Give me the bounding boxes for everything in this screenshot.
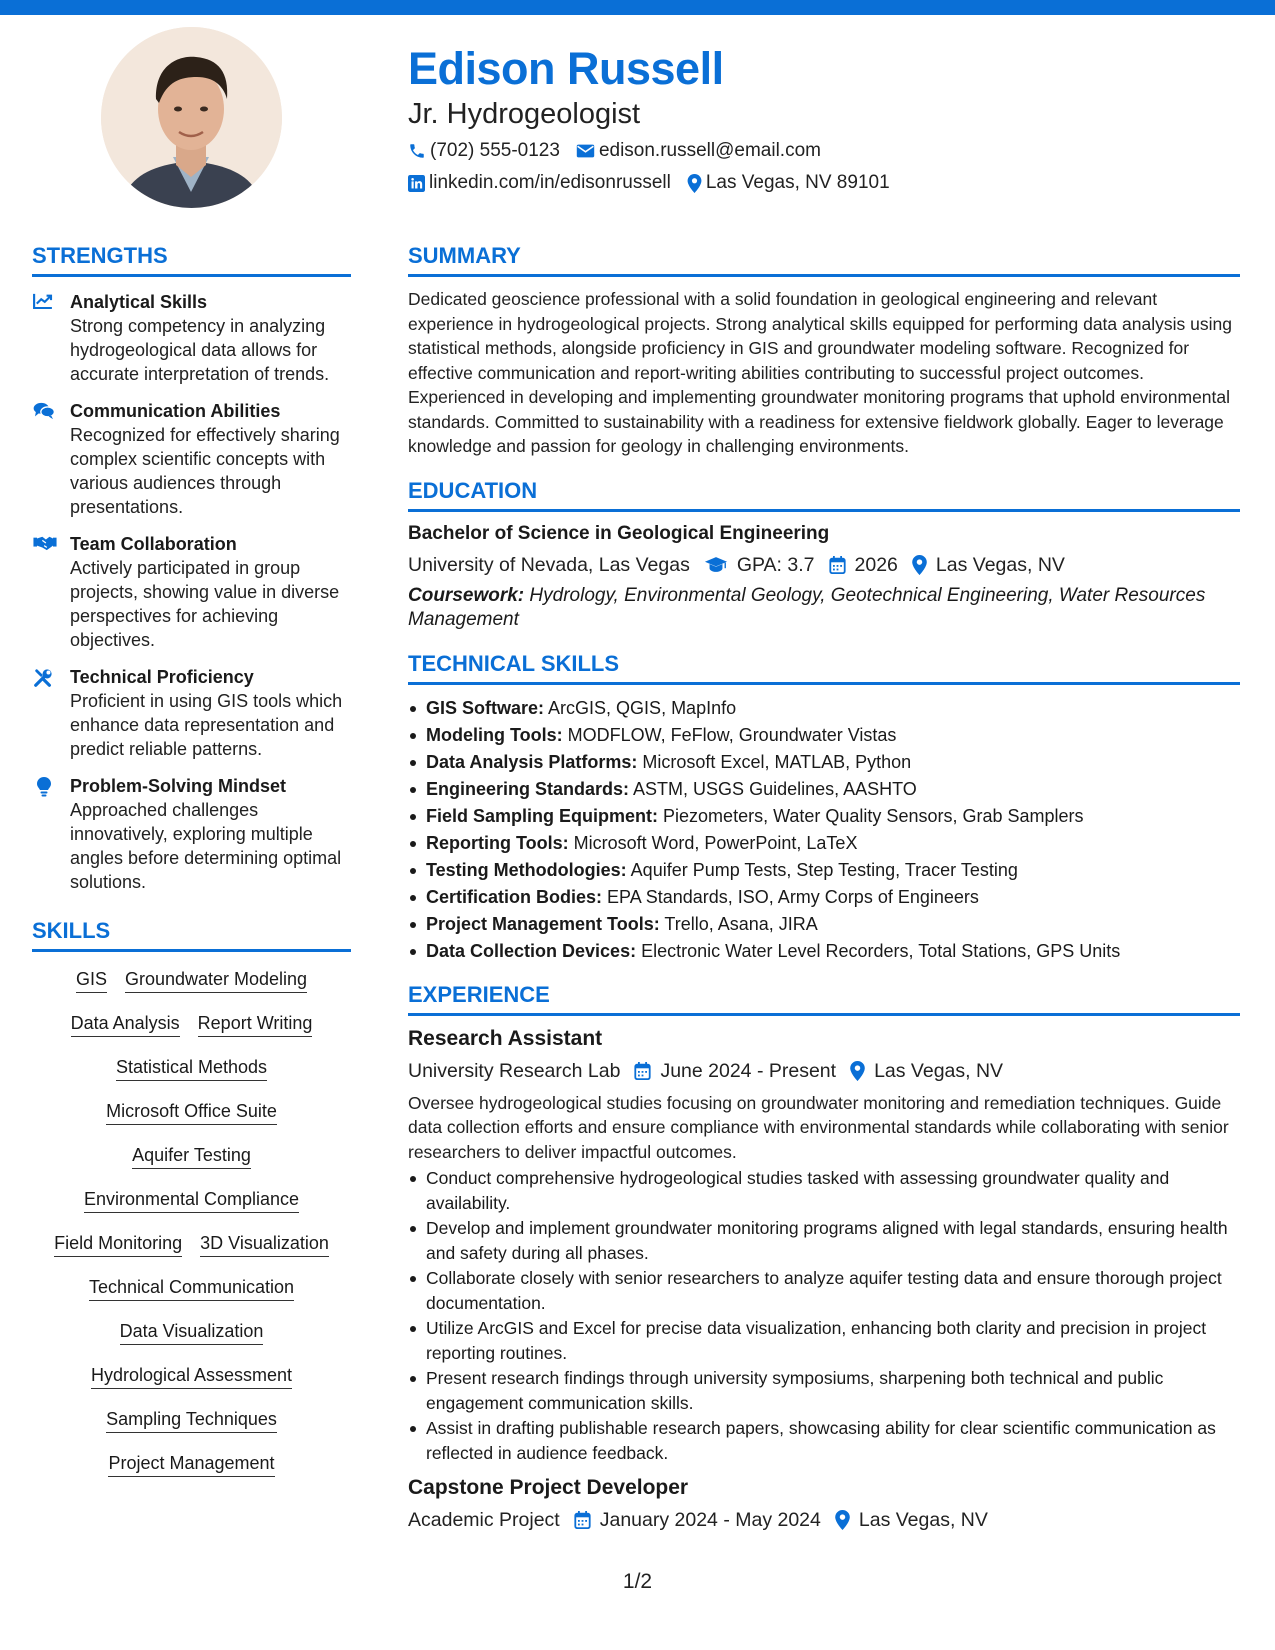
- list-item: [408, 884, 1240, 911]
- gpa-text: GPA: 3.7: [736, 553, 815, 576]
- tech-label: Engineering Standards:: [426, 778, 630, 799]
- tech-label: Reporting Tools:: [426, 832, 569, 853]
- strength-desc: Proficient in using GIS tools which enhance data representation and predict reliable patterns.: [70, 691, 343, 759]
- list-item: Collaborate closely with senior researchers to analyze aquifer testing data and ensure thorough project documentation.: [408, 1266, 1240, 1315]
- skill-tag: Statistical Methods: [116, 1056, 267, 1081]
- list-item: [408, 695, 1240, 722]
- job-entry: [408, 1475, 1240, 1534]
- skill-tag: Sampling Techniques: [106, 1408, 277, 1433]
- summary-heading: SUMMARY: [408, 242, 1240, 277]
- envelope-icon: [576, 143, 595, 159]
- strength-desc: Recognized for effectively sharing complex scientific concepts with various audiences through presentations.: [70, 425, 340, 517]
- tech-value: ArcGIS, QGIS, MapInfo: [548, 697, 737, 718]
- tech-label: Data Analysis Platforms:: [426, 751, 638, 772]
- tech-value: Trello, Asana, JIRA: [664, 913, 818, 934]
- skill-tag: Aquifer Testing: [132, 1144, 251, 1169]
- list-item: Assist in drafting publishable research papers, showcasing ability for clear scientific communication as reflected in audience feedback.: [408, 1416, 1240, 1465]
- job-dates-group: [634, 1057, 836, 1085]
- job-dates-group: [574, 1506, 821, 1534]
- skill-tag: Hydrological Assessment: [91, 1364, 292, 1389]
- job-dates: June 2024 - Present: [660, 1059, 837, 1082]
- strength-item: [32, 399, 351, 519]
- strength-item: [32, 665, 351, 761]
- tech-value: Microsoft Word, PowerPoint, LaTeX: [573, 832, 858, 853]
- tech-value: Microsoft Excel, MATLAB, Python: [642, 751, 912, 772]
- job-org: Academic Project: [408, 1509, 560, 1531]
- tech-value: ASTM, USGS Guidelines, AASHTO: [633, 778, 917, 799]
- candidate-title: Jr. Hydrogeologist: [408, 98, 641, 130]
- linkedin-text: linkedin.com/in/edisonrussell: [429, 172, 671, 193]
- tech-label: Testing Methodologies:: [426, 859, 627, 880]
- map-pin-icon: [850, 1061, 865, 1081]
- tech-value: Electronic Water Level Recorders, Total Stations, GPS Units: [641, 940, 1121, 961]
- graduation-cap-icon: [704, 556, 728, 573]
- strength-title: Communication Abilities: [70, 401, 281, 421]
- portrait-illustration: [101, 27, 282, 208]
- list-item: Develop and implement groundwater monitoring programs aligned with legal standards, ensuring health and safety during all phases.: [408, 1216, 1240, 1265]
- education-meta: [408, 551, 1240, 579]
- strength-title: Technical Proficiency: [70, 667, 254, 687]
- tools-icon: [33, 668, 53, 688]
- list-item: Conduct comprehensive hydrogeological studies tasked with assessing groundwater quality and availability.: [408, 1166, 1240, 1215]
- phone-contact[interactable]: [408, 140, 560, 162]
- linkedin-contact[interactable]: [408, 172, 671, 194]
- location-contact: [687, 172, 890, 194]
- tech-label: Certification Bodies:: [426, 886, 603, 907]
- map-pin-icon: [687, 174, 702, 193]
- job-entry: [408, 1026, 1240, 1466]
- phone-text: (702) 555-0123: [430, 140, 560, 161]
- skills-list: [32, 968, 351, 1496]
- location-text: Las Vegas, NV 89101: [705, 172, 890, 193]
- job-location: Las Vegas, NV: [858, 1509, 988, 1531]
- list-item: Utilize ArcGIS and Excel for precise data visualization, enhancing both clarity and precision in project reporting routines.: [408, 1316, 1240, 1365]
- job-title: Research Assistant: [408, 1026, 603, 1050]
- right-column: [408, 242, 1240, 1534]
- summary-text: Dedicated geoscience professional with a solid foundation in geological engineering and relevant experience in hydrogeological projects. Strong analytical skills equipped for performing data analysis using statistical methods, alongside proficiency in GIS and groundwater modeling software. Recognized for effective communication and report-writing abilities contributing to successful project outcomes. Experienced in developing and implementing groundwater monitoring programs that uphold environmental standards. Committed to sustainability with a readiness for extensive fieldwork globally. Eager to leverage knowledge and passion for geology in challenging environments.: [408, 289, 1232, 456]
- handshake-icon: [33, 535, 57, 551]
- skill-tag: Project Management: [108, 1452, 274, 1477]
- comments-icon: [33, 402, 55, 420]
- job-description: Oversee hydrogeological studies focusing on groundwater monitoring and remediation techniques. Guide data collection efforts and ensure compliance with environmental standards while collaborating with senior researchers to deliver impactful outcomes.: [408, 1092, 1229, 1162]
- skill-tag: Groundwater Modeling: [125, 968, 307, 993]
- job-org: University Research Lab: [408, 1059, 621, 1082]
- calendar-icon: [829, 556, 846, 574]
- coursework-label: Coursework:: [408, 584, 525, 606]
- strengths-heading: STRENGTHS: [32, 242, 351, 277]
- strength-desc: Approached challenges innovatively, exploring multiple angles before determining optimal solutions.: [70, 800, 342, 892]
- page-number: 1/2: [622, 1570, 653, 1593]
- contact-row-2: [408, 170, 1238, 196]
- coursework: [408, 584, 1240, 632]
- tech-label: Data Collection Devices:: [426, 940, 637, 961]
- degree-title: Bachelor of Science in Geological Engineering: [408, 522, 830, 544]
- contact-row-1: [408, 138, 1238, 164]
- year-group: [829, 551, 898, 579]
- skill-tag: Report Writing: [198, 1012, 313, 1037]
- edu-location-group: [912, 551, 1065, 579]
- experience-heading: EXPERIENCE: [408, 981, 1240, 1016]
- job-meta: [408, 1057, 1240, 1085]
- education-entry: [408, 522, 1240, 632]
- list-item: Present research findings through university symposiums, sharpening both technical and public engagement communication skills.: [408, 1366, 1240, 1415]
- gpa-group: [704, 551, 815, 579]
- coursework-list: Hydrology, Environmental Geology, Geotechnical Engineering, Water Resources Management: [408, 584, 1206, 630]
- list-item: [408, 857, 1240, 884]
- skill-tag: GIS: [76, 968, 107, 993]
- job-location-group: [835, 1506, 988, 1534]
- job-title: Capstone Project Developer: [408, 1476, 689, 1499]
- skill-tag: Technical Communication: [89, 1276, 294, 1301]
- job-meta: [408, 1506, 1240, 1534]
- email-contact[interactable]: [576, 140, 821, 162]
- list-item: [408, 830, 1240, 857]
- list-item: [408, 722, 1240, 749]
- technical-skills-list: [408, 695, 1240, 965]
- education-heading: EDUCATION: [408, 477, 1240, 512]
- map-pin-icon: [912, 555, 927, 575]
- resume-header: [408, 42, 1238, 196]
- map-pin-icon: [835, 1510, 850, 1530]
- lightbulb-icon: [37, 777, 51, 797]
- job-location: Las Vegas, NV: [874, 1059, 1004, 1082]
- profile-photo: [101, 27, 282, 208]
- chart-line-icon: [33, 293, 53, 309]
- skill-tag: Field Monitoring: [54, 1232, 182, 1257]
- tech-label: Field Sampling Equipment:: [426, 805, 659, 826]
- strength-title: Team Collaboration: [70, 534, 237, 554]
- school-name: University of Nevada, Las Vegas: [408, 553, 690, 576]
- skill-tag: Environmental Compliance: [84, 1188, 299, 1213]
- job-bullets: [408, 1166, 1240, 1465]
- list-item: [408, 911, 1240, 938]
- calendar-icon: [634, 1062, 651, 1080]
- tech-label: Project Management Tools:: [426, 913, 660, 934]
- top-accent-bar: [0, 0, 1275, 15]
- job-location-group: [850, 1057, 1003, 1085]
- strength-title: Analytical Skills: [70, 292, 208, 312]
- phone-icon: [408, 142, 426, 160]
- tech-label: GIS Software:: [426, 697, 545, 718]
- technical-skills-heading: TECHNICAL SKILLS: [408, 650, 1240, 685]
- edu-location: Las Vegas, NV: [935, 553, 1065, 576]
- grad-year: 2026: [854, 553, 898, 576]
- list-item: [408, 938, 1240, 965]
- strength-desc: Actively participated in group projects, showing value in diverse perspectives for achieving objectives.: [70, 558, 340, 650]
- candidate-name: Edison Russell: [408, 43, 724, 94]
- strength-item: [32, 774, 351, 894]
- strength-title: Problem-Solving Mindset: [70, 776, 287, 796]
- strength-desc: Strong competency in analyzing hydrogeological data allows for accurate interpretation of trends.: [70, 316, 330, 384]
- strength-item: [32, 290, 351, 386]
- skills-heading: SKILLS: [32, 917, 351, 952]
- tech-label: Modeling Tools:: [426, 724, 563, 745]
- left-column: [32, 242, 351, 1496]
- skill-tag: Data Analysis: [71, 1012, 180, 1037]
- tech-value: Piezometers, Water Quality Sensors, Grab Samplers: [663, 805, 1084, 826]
- skill-tag: Data Visualization: [120, 1320, 264, 1345]
- skill-tag: Microsoft Office Suite: [106, 1100, 277, 1125]
- tech-value: Aquifer Pump Tests, Step Testing, Tracer Testing: [630, 859, 1018, 880]
- job-dates: January 2024 - May 2024: [599, 1509, 821, 1531]
- skill-tag: 3D Visualization: [200, 1232, 329, 1257]
- strength-item: [32, 532, 351, 652]
- list-item: [408, 803, 1240, 830]
- tech-value: MODFLOW, FeFlow, Groundwater Vistas: [567, 724, 897, 745]
- email-text: edison.russell@email.com: [598, 140, 821, 161]
- calendar-icon: [574, 1511, 591, 1529]
- list-item: [408, 749, 1240, 776]
- linkedin-icon: [408, 175, 425, 192]
- tech-value: EPA Standards, ISO, Army Corps of Engineers: [607, 886, 979, 907]
- list-item: [408, 776, 1240, 803]
